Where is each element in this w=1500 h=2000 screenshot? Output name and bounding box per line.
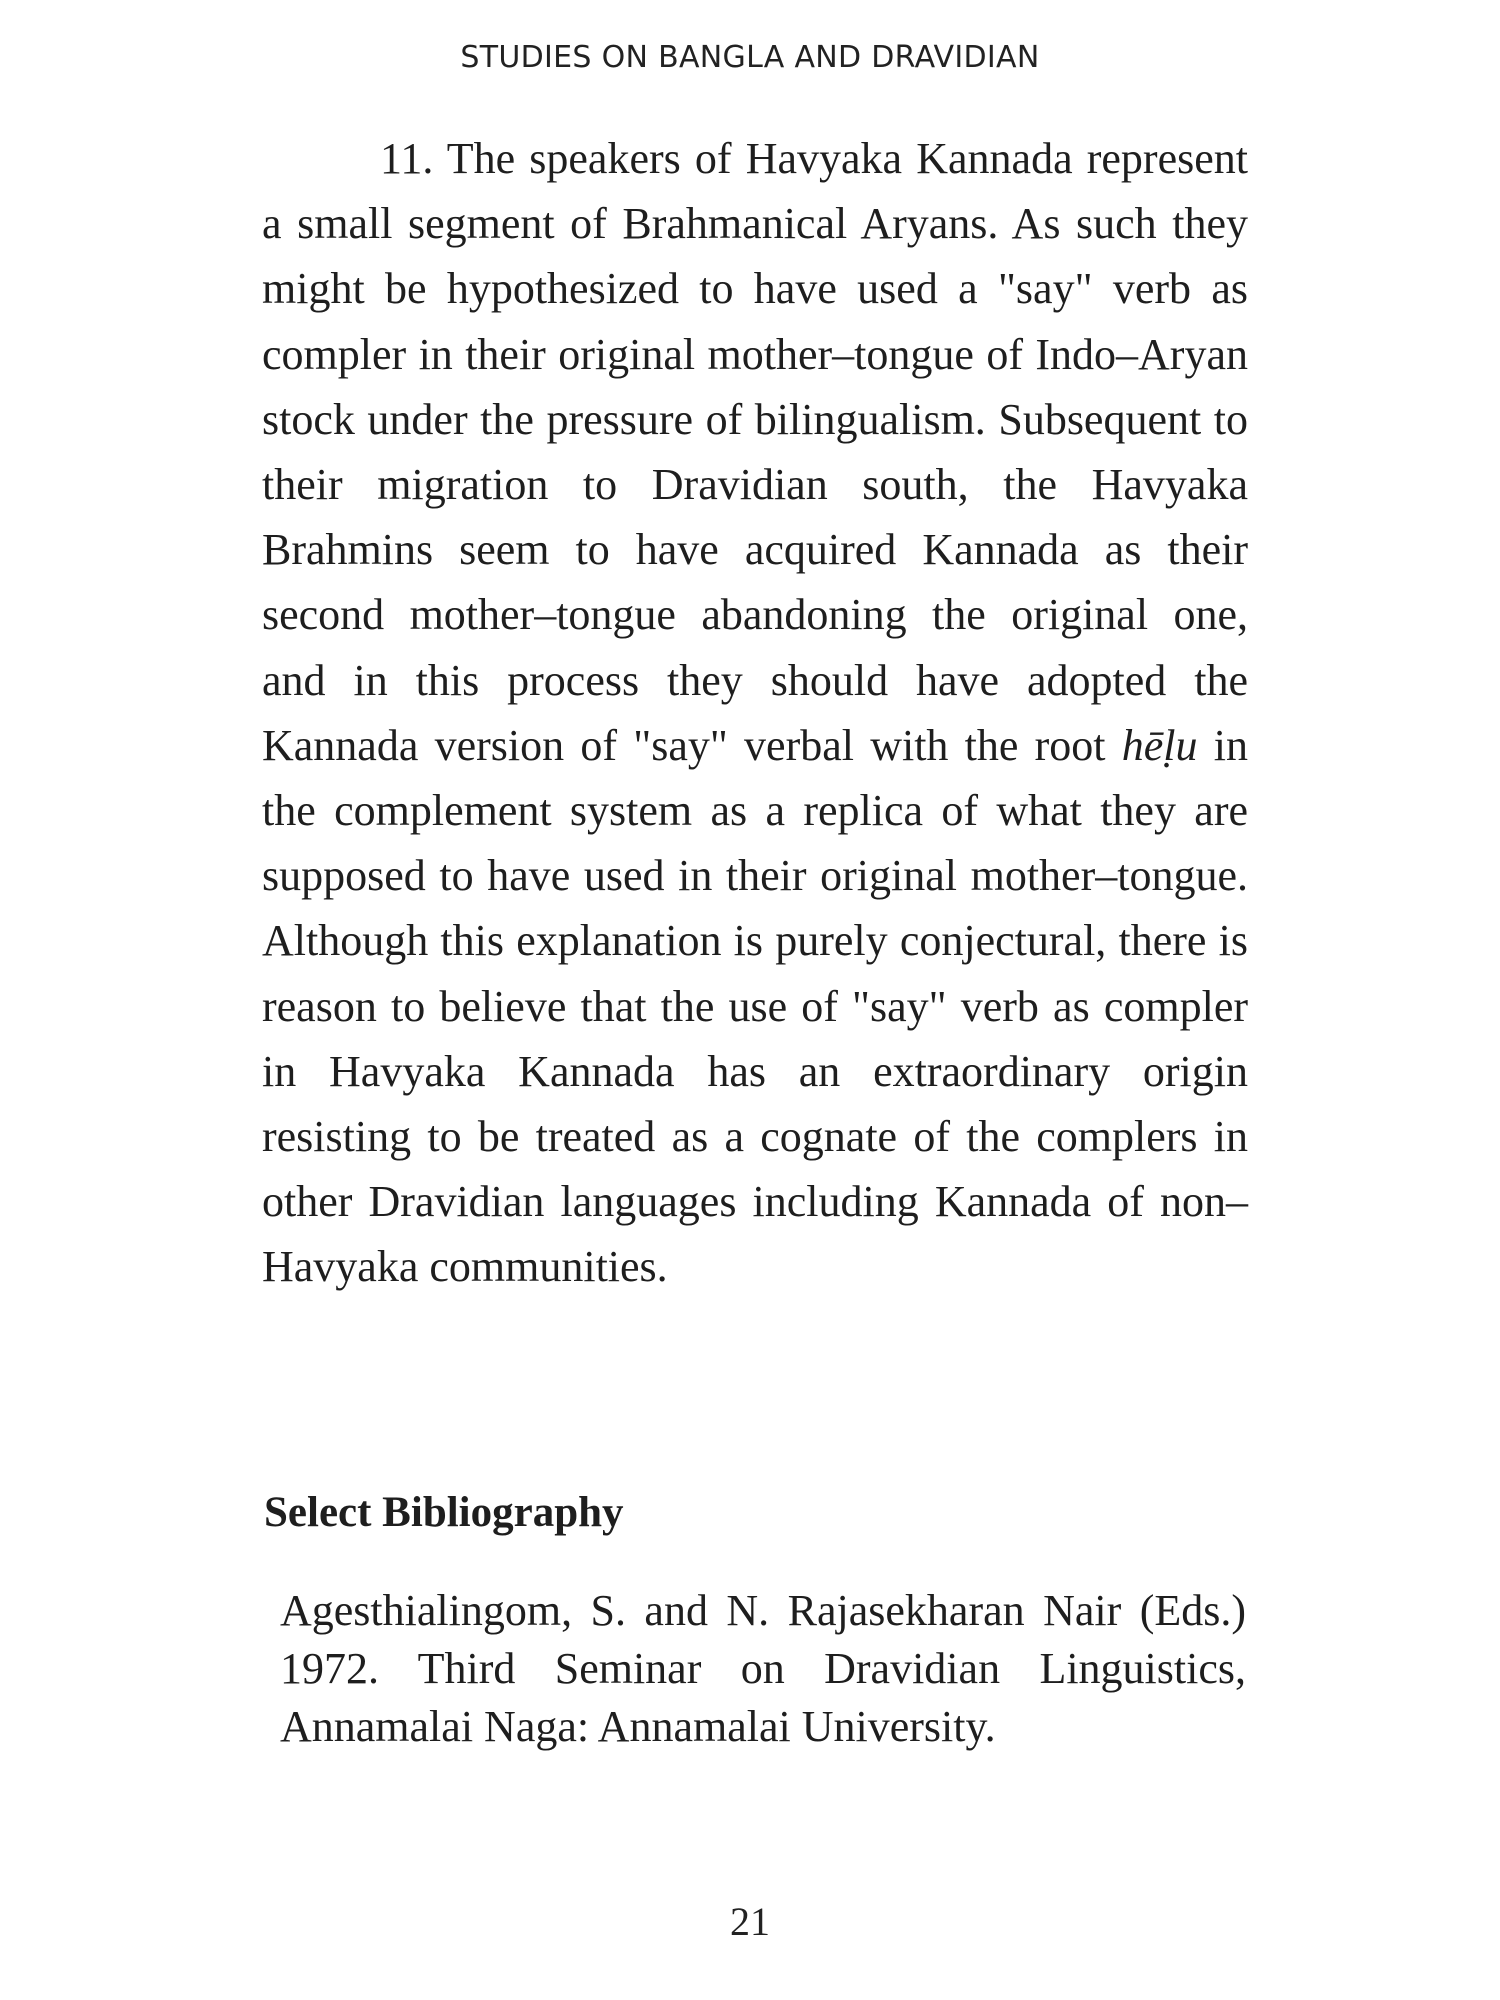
paragraph-text-start: 11. The speakers of Havyaka Kannada represent a small segment of Brahmanical Aryans. As such they might be hypothesized to have used a "say" verb as compler in their original mother–tongue of Indo–Aryan stock under the pressure of bilingualism. Subsequent to their migration to Dravidian south, the Havyaka Brahmins seem to have acquired Kannada as their second mother–tongue abandoning the original one, and in this process they should have adopted the Kannada version of "say" verbal with the root — [262, 134, 1248, 770]
paragraph-text-end: in the complement system as a replica of what they are supposed to have used in their original mother–tongue. Although this explanation is purely conjectural, there is reason to believe that the use of "say" verb as compler in Havyaka Kannada has an extraordinary origin resisting to be treated as a cognate of the complers in other Dravidian languages including Kannada of non–Havyaka communities. — [262, 720, 1248, 1292]
running-head: STUDIES ON BANGLA AND DRAVIDIAN — [460, 40, 1040, 75]
body-paragraph — [262, 126, 1248, 1300]
root-term: hēḷu — [1121, 720, 1198, 770]
page-number: 21 — [730, 1899, 770, 1944]
bibliography-entry: Agesthialingom, S. and N. Rajasekharan Nair (Eds.) 1972. Third Seminar on Dravidian Linguistics, Annamalai Naga: Annamalai University. — [280, 1586, 1246, 1751]
bibliography-heading: Select Bibliography — [264, 1489, 624, 1536]
